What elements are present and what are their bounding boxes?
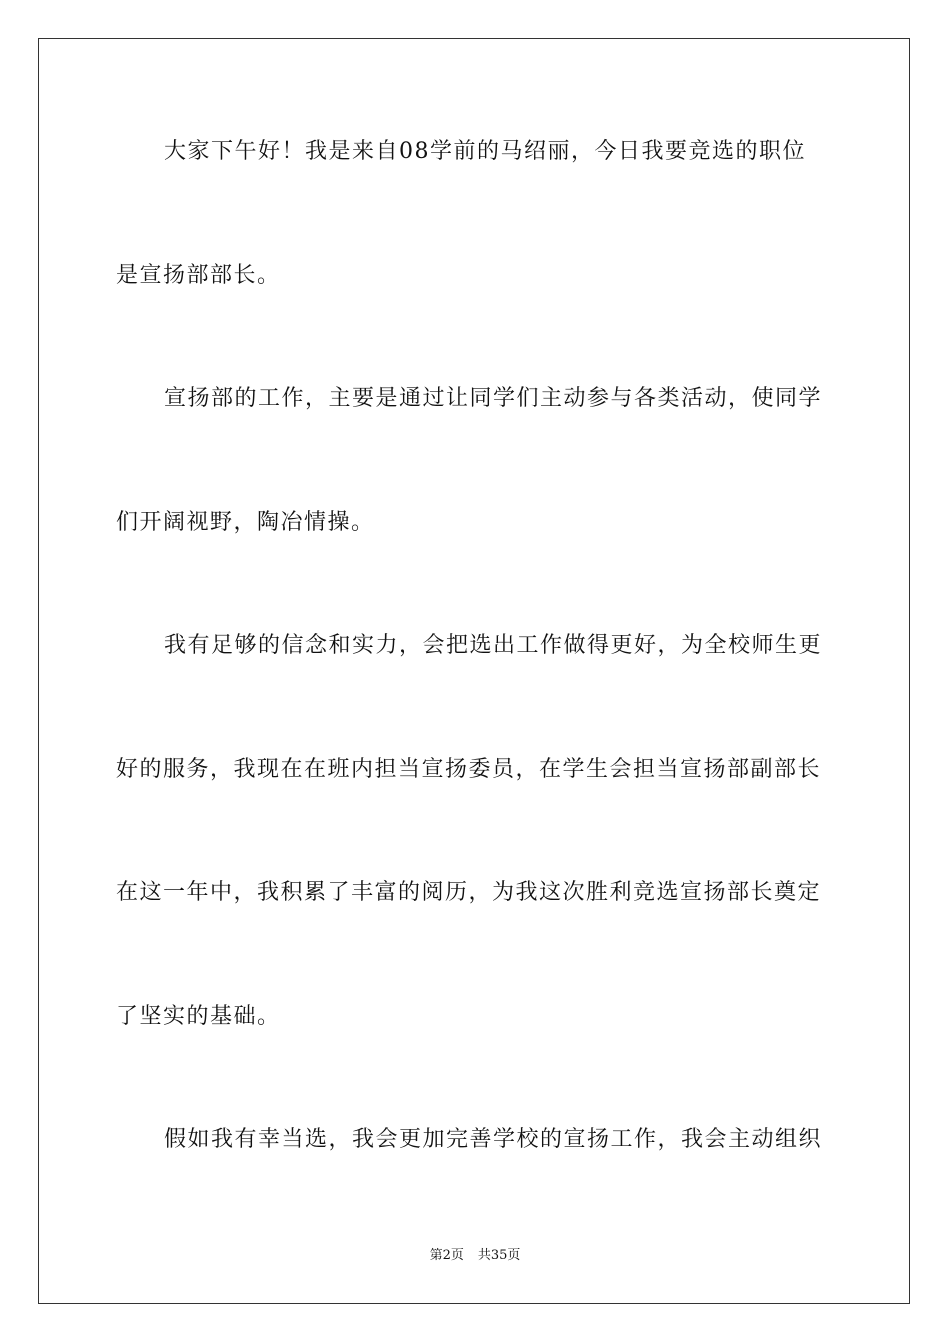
paragraph-4-line-1: 假如我有幸当选，我会更加完善学校的宣扬工作，我会主动组织 [164,1127,823,1152]
paragraph-3-line-4: 了坚实的基础。 [116,1004,281,1029]
paragraph-3-line-3: 在这一年中，我积累了丰富的阅历，为我这次胜利竞选宣扬部长奠定 [116,880,822,905]
page-number: 第2页 [429,1248,464,1263]
paragraph-3-line-2: 好的服务，我现在在班内担当宣扬委员，在学生会担当宣扬部副部长 [116,757,822,782]
paragraph-2-line-2: 们开阔视野，陶冶情操。 [116,510,375,535]
paragraph-3-line-1: 我有足够的信念和实力，会把选出工作做得更好，为全校师生更 [164,633,823,658]
paragraph-2-line-1: 宣扬部的工作，主要是通过让同学们主动参与各类活动，使同学 [164,386,823,411]
page-border [38,38,910,1304]
paragraph-1-line-2: 是宣扬部部长。 [116,263,281,288]
page-footer [0,1247,950,1265]
paragraph-1-line-1: 大家下午好！我是来自08学前的马绍丽，今日我要竞选的职位 [164,139,806,164]
page-total: 共35页 [477,1248,521,1263]
